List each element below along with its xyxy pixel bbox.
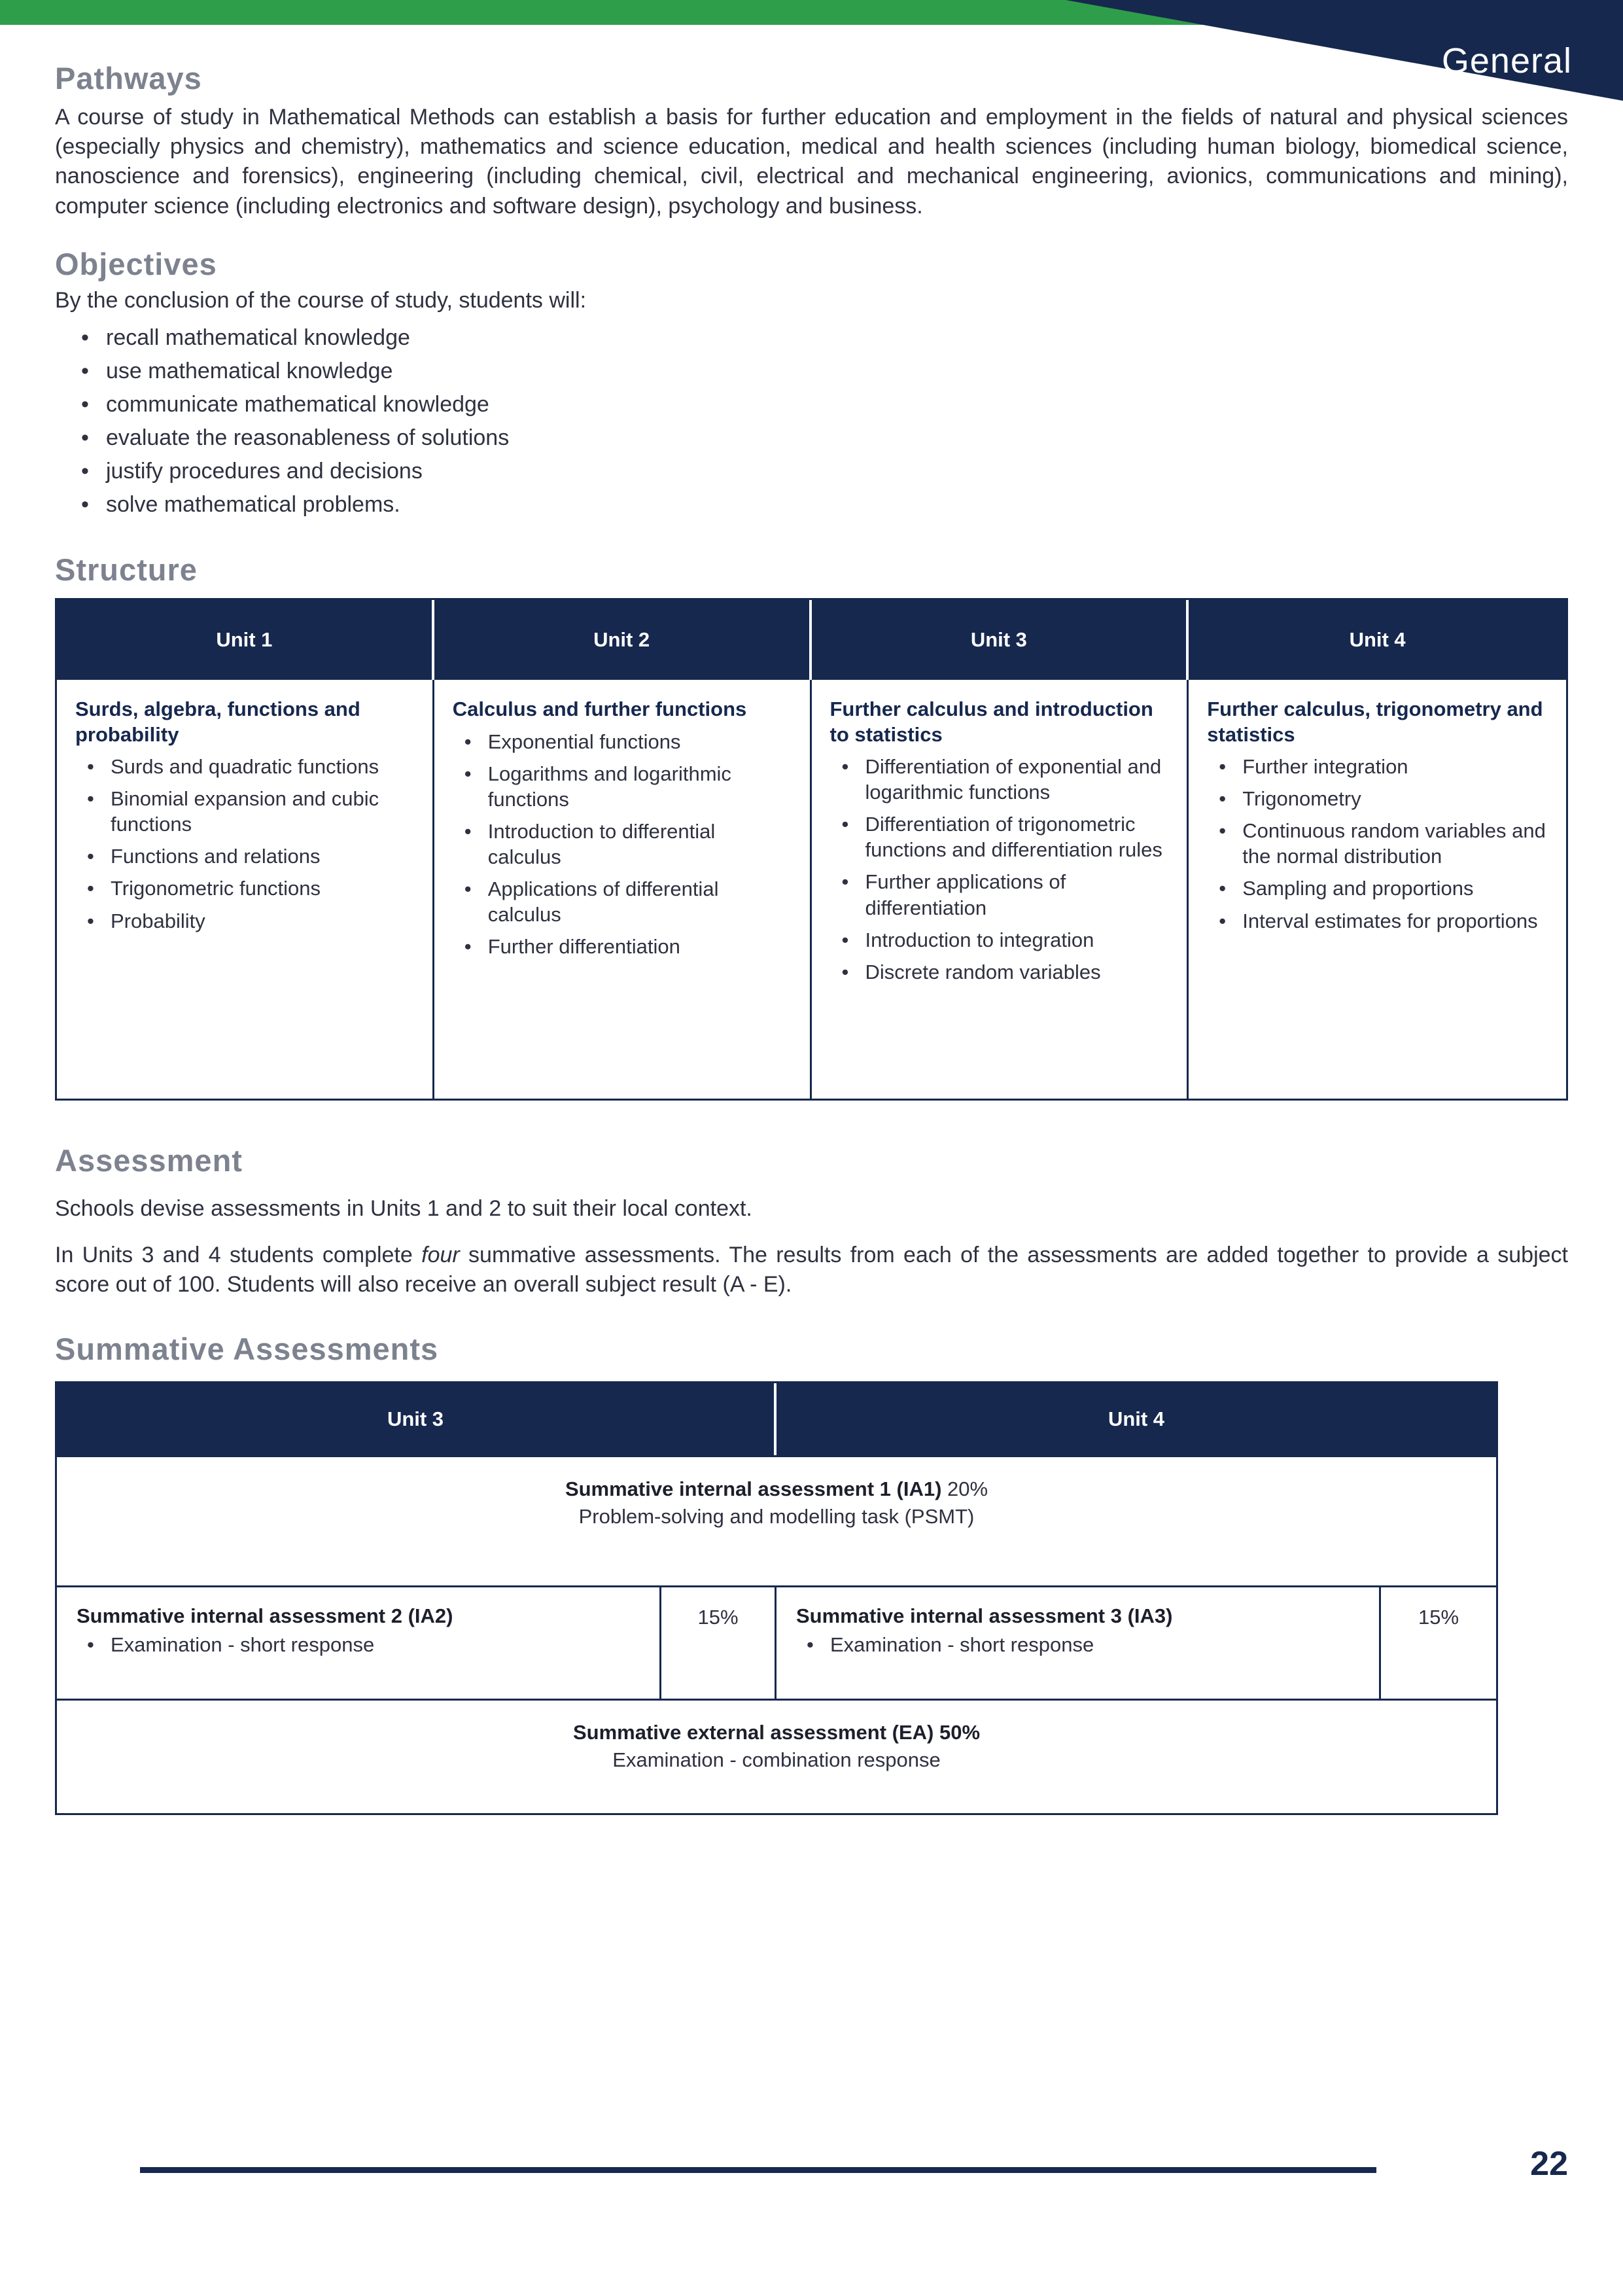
ia2-list <box>77 1632 644 1658</box>
unit-topic-item: • Trigonometric functions <box>86 875 415 901</box>
unit-topic-item: • Interval estimates for proportions <box>1217 908 1549 934</box>
unit-topic-item: • Differentiation of trigonometric functions and differentiation rules <box>841 811 1170 862</box>
unit-topic-item: • Further differentiation <box>463 934 793 959</box>
unit-topic-item: • Introduction to integration <box>841 927 1170 953</box>
ia3-cell <box>777 1585 1381 1699</box>
summative-assessments-table <box>55 1381 1498 1815</box>
ia3-weight-cell: 15% <box>1381 1585 1496 1699</box>
unit-topic-item: • Binomial expansion and cubic functions <box>86 786 415 837</box>
ea-cell <box>57 1699 1496 1813</box>
assessment-paragraph-1: Schools devise assessments in Units 1 and 2 to suit their local context. <box>55 1195 752 1221</box>
objectives-list <box>55 321 1568 521</box>
ia3-item: • Examination - short response <box>805 1632 1363 1658</box>
unit-3-header: Unit 3 <box>812 600 1189 680</box>
unit-4-title: Further calculus, trigonometry and statistics <box>1207 697 1543 746</box>
unit-1-topic-list <box>75 754 415 933</box>
ea-weight: 50% <box>939 1721 981 1744</box>
unit-topic-item: • Introduction to differential calculus <box>463 819 793 870</box>
heading-structure: Structure <box>55 552 198 587</box>
ea-description: Examination - combination response <box>612 1748 941 1772</box>
unit-1-header: Unit 1 <box>57 600 434 680</box>
ia3-list <box>796 1632 1363 1658</box>
assessment-p2-post: summative assessments. The results from each of the assessments are added together to provide a subject score out of 100. Students will also receive an overall subject result (A - E). <box>55 1242 1568 1298</box>
ia3-title: Summative internal assessment 3 (IA3) <box>796 1604 1173 1628</box>
unit-topic-item: • Sampling and proportions <box>1217 875 1549 901</box>
heading-objectives: Objectives <box>55 246 217 281</box>
unit-topic-item: • Logarithms and logarithmic functions <box>463 761 793 812</box>
ia1-description: Problem-solving and modelling task (PSMT) <box>578 1505 975 1528</box>
unit-topic-item: • Applications of differential calculus <box>463 876 793 927</box>
ia2-item: • Examination - short response <box>86 1632 644 1658</box>
heading-assessment: Assessment <box>55 1142 243 1178</box>
unit-2-column <box>434 680 812 1099</box>
unit-3-column <box>812 680 1189 1099</box>
unit-topic-item: • Continuous random variables and the normal distribution <box>1217 818 1549 869</box>
objectives-item: • communicate mathematical knowledge <box>79 388 1568 421</box>
page-footer <box>55 2144 1568 2183</box>
footer-rule <box>140 2167 1376 2173</box>
page-content <box>0 25 1623 1815</box>
ia2-weight-cell: 15% <box>661 1585 777 1699</box>
objectives-item: • use mathematical knowledge <box>79 355 1568 388</box>
ia1-weight: 20% <box>947 1477 988 1501</box>
unit-4-column <box>1189 680 1566 1099</box>
summative-unit-4-header: Unit 4 <box>777 1383 1496 1455</box>
corner-label: General <box>1441 41 1572 80</box>
unit-4-topic-list <box>1207 754 1549 933</box>
objectives-intro: By the conclusion of the course of study, students will: <box>55 287 587 313</box>
structure-table <box>55 598 1568 1101</box>
page-number: 22 <box>1530 2145 1568 2183</box>
ia2-cell <box>57 1585 661 1699</box>
unit-topic-item: • Surds and quadratic functions <box>86 754 415 779</box>
unit-2-topic-list <box>453 729 793 959</box>
pathways-paragraph: A course of study in Mathematical Methods can establish a basis for further education and employment in the fields of natural and physical sciences (especially physics and chemistry), mathematics and science education, medical and health sciences (including human biology, biomedical science, nanoscience and forensics), engineering (including chemical, civil, electrical and mechanical engineering, avionics, communications and mining), computer science (including electronics and software design), psychology and business. <box>55 105 1568 219</box>
unit-topic-item: • Probability <box>86 908 415 934</box>
objectives-item: • solve mathematical problems. <box>79 488 1568 521</box>
unit-topic-item: • Further integration <box>1217 754 1549 779</box>
unit-1-column <box>57 680 434 1099</box>
assessment-paragraph-2 <box>55 1241 1568 1299</box>
unit-3-title: Further calculus and introduction to statistics <box>829 697 1153 746</box>
unit-topic-item: • Trigonometry <box>1217 786 1549 811</box>
assessment-p2-pre: In Units 3 and 4 students complete <box>55 1242 422 1267</box>
unit-4-header: Unit 4 <box>1189 600 1566 680</box>
heading-pathways: Pathways <box>55 61 202 96</box>
objectives-item: • justify procedures and decisions <box>79 455 1568 488</box>
unit-3-topic-list <box>830 754 1170 984</box>
ia2-title: Summative internal assessment 2 (IA2) <box>77 1604 453 1628</box>
unit-topic-item: • Differentiation of exponential and logarithmic functions <box>841 754 1170 805</box>
unit-topic-item: • Further applications of differentiation <box>841 869 1170 920</box>
objectives-item: • evaluate the reasonableness of solutions <box>79 421 1568 455</box>
unit-topic-item: • Exponential functions <box>463 729 793 754</box>
ia1-title: Summative internal assessment 1 (IA1) <box>565 1477 942 1501</box>
unit-topic-item: • Functions and relations <box>86 843 415 869</box>
heading-summative-assessments: Summative Assessments <box>55 1332 439 1367</box>
summative-unit-3-header: Unit 3 <box>57 1383 777 1455</box>
unit-2-title: Calculus and further functions <box>452 697 747 720</box>
assessment-p2-italic: four <box>421 1242 460 1267</box>
ea-title: Summative external assessment (EA) <box>572 1721 934 1744</box>
unit-1-title: Surds, algebra, functions and probability <box>75 697 360 746</box>
unit-2-header: Unit 2 <box>434 600 812 680</box>
unit-topic-item: • Discrete random variables <box>841 959 1170 985</box>
ia1-cell <box>57 1455 1496 1585</box>
objectives-item: • recall mathematical knowledge <box>79 321 1568 355</box>
